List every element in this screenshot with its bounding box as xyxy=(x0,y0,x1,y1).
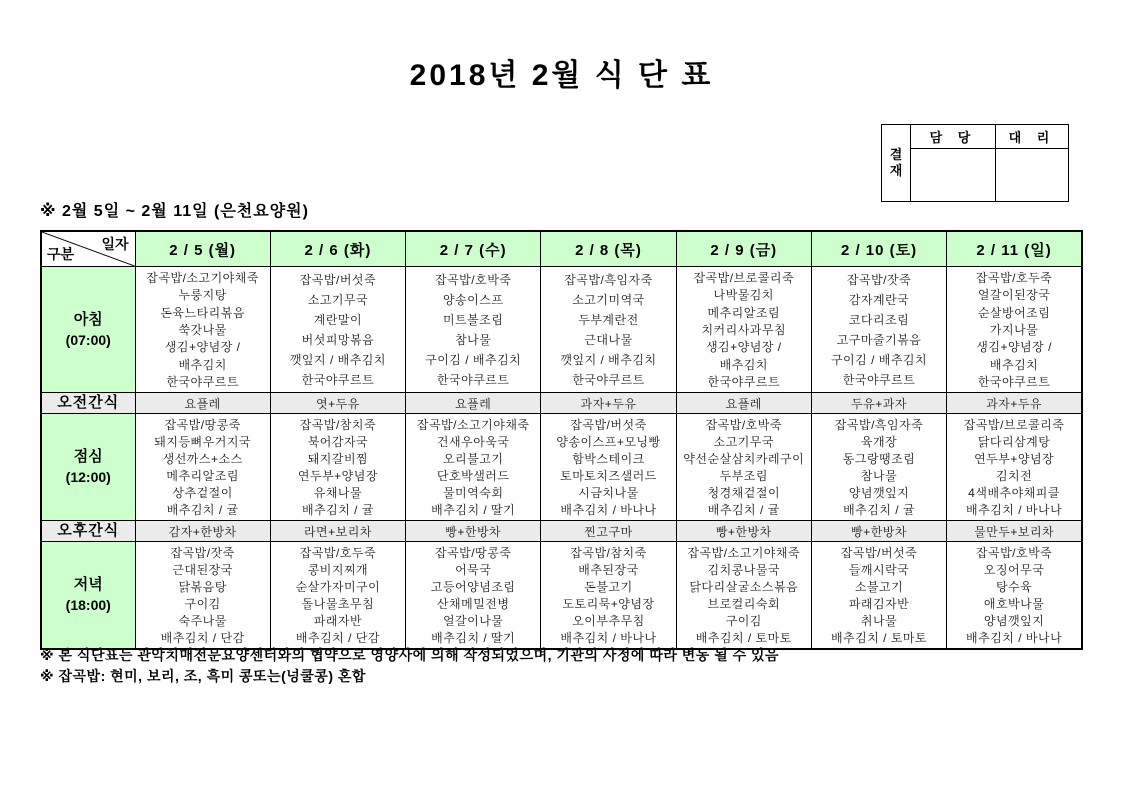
approval-stamp-line2: 재 xyxy=(889,163,903,178)
corner-label-date: 일자 xyxy=(101,236,129,252)
menu-item: 고구마줄기볶음 xyxy=(836,333,922,348)
menu-cell-r2-d6 xyxy=(947,414,1082,521)
menu-item: 오리불고기 xyxy=(442,452,504,466)
menu-item: 생선까스+소스 xyxy=(162,452,243,466)
menu-item: 오징어무국 xyxy=(983,563,1045,577)
menu-item: 계란말이 xyxy=(313,312,363,327)
menu-item: 잡곡밥/소고기야채죽 xyxy=(687,546,801,560)
menu-item: 배추김치 / 바나나 xyxy=(560,631,657,645)
menu-item: 배추김치 / 단감 xyxy=(160,631,245,645)
menu-cell-r4-d5 xyxy=(811,542,946,650)
menu-item: 깻잎지 / 배추김치 xyxy=(560,353,657,368)
menu-item: 미트볼조림 xyxy=(442,312,504,327)
menu-item: 잡곡밥/흑임자죽 xyxy=(834,418,924,432)
day-header-5: 2 / 10 (토) xyxy=(811,231,946,267)
week-range-subtitle: ※ 2월 5일 ~ 2월 11일 (은천요양원) xyxy=(40,203,309,220)
menu-row-오후간식 xyxy=(41,521,1082,542)
menu-cell-r2-d2 xyxy=(406,414,541,521)
menu-item: 치커리사과무침 xyxy=(701,322,787,337)
menu-item: 4색배추야채피클 xyxy=(968,486,1060,500)
footer-note-2: ※ 잡곡밥: 현미, 보리, 조, 흑미 콩또는(넝쿨콩) 혼합 xyxy=(40,668,366,684)
menu-row-아침 xyxy=(41,267,1082,393)
menu-item: 청경채겉절이 xyxy=(707,486,781,500)
menu-item: 배추김치 xyxy=(989,357,1039,372)
menu-item: 소고기미역국 xyxy=(572,292,645,307)
menu-item: 배추김치 / 토마토 xyxy=(830,631,928,645)
menu-item: 물미역숙회 xyxy=(442,486,504,500)
day-header-2: 2 / 7 (수) xyxy=(406,231,541,267)
menu-item: 콩비지찌개 xyxy=(307,563,369,577)
menu-cell-r0-d2 xyxy=(406,267,541,393)
menu-item: 나박물김치 xyxy=(713,288,774,303)
menu-cell-r4-d2 xyxy=(406,542,541,650)
menu-item: 한국야쿠르트 xyxy=(707,374,781,389)
menu-cell-r2-d5 xyxy=(811,414,946,521)
menu-item: 감자계란국 xyxy=(848,292,910,307)
menu-item: 생김+양념장 / xyxy=(976,340,1052,355)
menu-item: 돌나물초무침 xyxy=(301,597,375,611)
menu-cell-r1-d2: 요플레 xyxy=(406,393,541,414)
menu-item: 잡곡밥/버섯죽 xyxy=(840,546,918,560)
menu-item: 소불고기 xyxy=(854,580,904,594)
day-header-6: 2 / 11 (일) xyxy=(947,231,1082,267)
menu-item: 양념깻잎지 xyxy=(983,614,1045,628)
menu-item: 한국야쿠르트 xyxy=(977,374,1051,389)
menu-item: 파래자반 xyxy=(313,614,363,628)
approval-box xyxy=(881,124,1069,202)
menu-cell-r3-d1: 라면+보리차 xyxy=(270,521,405,542)
menu-item: 닭다리살굴소스볶음 xyxy=(689,580,799,594)
menu-item: 파래김자반 xyxy=(848,597,910,611)
menu-item: 들깨시락국 xyxy=(848,563,910,577)
menu-item: 배추김치 xyxy=(719,357,768,372)
menu-item: 건새우아욱국 xyxy=(436,435,510,449)
menu-cell-r3-d3: 찐고구마 xyxy=(541,521,676,542)
menu-item: 생김+양념장 / xyxy=(705,340,782,355)
menu-item: 상추겉절이 xyxy=(172,486,233,500)
menu-item: 잡곡밥/호박죽 xyxy=(975,546,1053,560)
menu-row-점심 xyxy=(41,414,1082,521)
menu-cell-r4-d6 xyxy=(947,542,1082,650)
menu-item: 돈불고기 xyxy=(584,580,633,594)
menu-table xyxy=(40,230,1083,650)
menu-item: 참나물 xyxy=(455,333,492,348)
menu-item: 순살방어조림 xyxy=(977,305,1051,320)
menu-item: 토마토치즈샐러드 xyxy=(560,469,657,483)
menu-item: 배추김치 / 바나나 xyxy=(966,503,1063,517)
menu-item: 메추리알조림 xyxy=(707,305,781,320)
day-header-0: 2 / 5 (월) xyxy=(135,231,270,267)
menu-item: 코다리조림 xyxy=(848,312,910,327)
approval-signature-cell-daeri xyxy=(996,149,1069,202)
menu-item: 잡곡밥/버섯죽 xyxy=(299,272,377,287)
menu-item: 배추김치 / 귤 xyxy=(707,503,780,517)
menu-item: 한국야쿠르트 xyxy=(436,373,510,388)
menu-item: 잡곡밥/브로콜리죽 xyxy=(693,271,795,286)
menu-item: 시금치나물 xyxy=(578,486,639,500)
menu-cell-r2-d1 xyxy=(270,414,405,521)
row-label-저녁: 저녁 (18:00) xyxy=(41,542,135,650)
menu-item: 돼지갈비찜 xyxy=(307,452,369,466)
menu-item: 배추김치 / 단감 xyxy=(295,631,380,645)
menu-item: 잡곡밥/땅콩죽 xyxy=(435,546,512,560)
menu-item: 한국야쿠르트 xyxy=(842,373,916,388)
row-label-아침: 아침 (07:00) xyxy=(41,267,135,393)
menu-cell-r1-d4: 요플레 xyxy=(676,393,811,414)
menu-item: 탕수육 xyxy=(995,580,1033,594)
menu-item: 배추김치 / 딸기 xyxy=(431,503,516,517)
menu-item: 가지나물 xyxy=(989,322,1039,337)
menu-item: 누룽지탕 xyxy=(178,288,227,303)
approval-col-daeri: 대 리 xyxy=(996,125,1069,149)
menu-cell-r3-d0: 감자+한방차 xyxy=(135,521,270,542)
approval-col-damdang: 담 당 xyxy=(911,125,996,149)
approval-stamp-line1: 결 xyxy=(889,147,903,162)
menu-item: 취나물 xyxy=(860,614,898,628)
menu-item: 순살가자미구이 xyxy=(295,580,381,594)
menu-item: 구이김 xyxy=(184,597,221,611)
menu-cell-r4-d3 xyxy=(541,542,676,650)
menu-row-오전간식 xyxy=(41,393,1082,414)
approval-signature-cell-damdang xyxy=(911,149,996,202)
menu-item: 깻잎지 / 배추김치 xyxy=(289,353,386,368)
menu-item: 산채메밀전병 xyxy=(436,597,510,611)
menu-item: 배추김치 / 바나나 xyxy=(966,631,1063,645)
menu-cell-r0-d4 xyxy=(676,267,811,393)
day-header-4: 2 / 9 (금) xyxy=(676,231,811,267)
menu-cell-r2-d0 xyxy=(135,414,270,521)
menu-item: 도토리묵+양념장 xyxy=(562,597,655,611)
menu-item: 브로컬리숙회 xyxy=(707,597,781,611)
menu-item: 닭다리삼계탕 xyxy=(977,435,1051,449)
menu-cell-r4-d0 xyxy=(135,542,270,650)
menu-cell-r0-d0 xyxy=(135,267,270,393)
menu-cell-r1-d5: 두유+과자 xyxy=(811,393,946,414)
menu-item: 잡곡밥/버섯죽 xyxy=(570,418,647,432)
day-header-3: 2 / 8 (목) xyxy=(541,231,676,267)
menu-item: 배추김치 xyxy=(178,357,227,372)
menu-cell-r4-d1 xyxy=(270,542,405,650)
menu-item: 두부조림 xyxy=(719,469,768,483)
menu-item: 양념깻잎지 xyxy=(848,486,910,500)
menu-item: 참나물 xyxy=(860,469,898,483)
menu-item: 연두부+양념장 xyxy=(297,469,378,483)
menu-item: 약선순살삼치카레구이 xyxy=(683,452,805,466)
footer-note-1: ※ 본 식단표는 관악치매전문요양센터와의 협약으로 영양사에 의해 작성되었으며, 기관의 사정에 따라 변동 될 수 있음 xyxy=(40,647,780,663)
menu-cell-r2-d4 xyxy=(676,414,811,521)
footer-notes xyxy=(40,645,1090,687)
menu-item: 연두부+양념장 xyxy=(974,452,1055,466)
menu-item: 배추김치 / 귤 xyxy=(301,503,374,517)
menu-cell-r3-d2: 빵+한방차 xyxy=(406,521,541,542)
menu-cell-r1-d3: 과자+두유 xyxy=(541,393,676,414)
corner-label-category: 구분 xyxy=(47,246,75,262)
menu-item: 잡곡밥/호두죽 xyxy=(299,546,377,560)
approval-stamp-label xyxy=(882,125,911,202)
menu-item: 단호박샐러드 xyxy=(436,469,510,483)
menu-item: 김치콩나물국 xyxy=(707,563,781,577)
menu-item: 잡곡밥/잣죽 xyxy=(170,546,235,560)
menu-cell-r0-d3 xyxy=(541,267,676,393)
menu-cell-r0-d1 xyxy=(270,267,405,393)
menu-item: 잡곡밥/소고기야채죽 xyxy=(416,418,530,432)
menu-item: 근대나물 xyxy=(584,333,633,348)
menu-row-저녁 xyxy=(41,542,1082,650)
menu-item: 잡곡밥/소고기야채죽 xyxy=(146,271,259,286)
menu-item: 잡곡밥/참치죽 xyxy=(299,418,377,432)
day-header-row xyxy=(41,231,1082,267)
menu-cell-r0-d5 xyxy=(811,267,946,393)
menu-item: 유채나물 xyxy=(313,486,363,500)
menu-item: 한국야쿠르트 xyxy=(301,373,375,388)
menu-cell-r0-d6 xyxy=(947,267,1082,393)
menu-item: 쑥갓나물 xyxy=(178,322,227,337)
menu-item: 얼갈이나물 xyxy=(442,614,504,628)
menu-item: 돼지등뼈우거지국 xyxy=(154,435,252,449)
menu-item: 잡곡밥/호박죽 xyxy=(705,418,782,432)
menu-item: 배추김치 / 토마토 xyxy=(695,631,792,645)
menu-cell-r1-d0: 요플레 xyxy=(135,393,270,414)
menu-item: 숙주나물 xyxy=(178,614,227,628)
menu-item: 잡곡밥/흑임자죽 xyxy=(564,272,653,287)
menu-cell-r2-d3 xyxy=(541,414,676,521)
page-title: 2018년 2월 식 단 표 xyxy=(409,59,714,92)
menu-item: 배추김치 / 딸기 xyxy=(431,631,516,645)
menu-item: 양송이스프+모닝빵 xyxy=(556,435,661,449)
menu-item: 한국야쿠르트 xyxy=(572,373,645,388)
menu-item: 어묵국 xyxy=(455,563,492,577)
menu-item: 메추리알조림 xyxy=(166,469,239,483)
menu-item: 잡곡밥/참치죽 xyxy=(570,546,647,560)
menu-item: 배추김치 / 귤 xyxy=(843,503,916,517)
menu-item: 동그랑땡조림 xyxy=(842,452,916,466)
menu-item: 돈육느타리볶음 xyxy=(160,305,245,320)
menu-item: 잡곡밥/호두죽 xyxy=(975,271,1053,286)
menu-item: 고등어양념조림 xyxy=(430,580,516,594)
menu-item: 잡곡밥/브로콜리죽 xyxy=(963,418,1065,432)
menu-item: 구이김 / 배추김치 xyxy=(425,353,522,368)
menu-item: 근대된장국 xyxy=(172,563,233,577)
menu-item: 김치전 xyxy=(995,469,1033,483)
menu-item: 잡곡밥/땅콩죽 xyxy=(164,418,241,432)
menu-item: 함박스테이크 xyxy=(572,452,645,466)
menu-item: 애호박나물 xyxy=(983,597,1045,611)
menu-item: 육개장 xyxy=(860,435,898,449)
menu-item: 한국야쿠르트 xyxy=(166,374,239,389)
menu-cell-r3-d5: 빵+한방차 xyxy=(811,521,946,542)
row-label-점심: 점심 (12:00) xyxy=(41,414,135,521)
row-label-오전간식: 오전간식 xyxy=(41,393,135,414)
menu-item: 잡곡밥/잣죽 xyxy=(846,272,912,287)
menu-item: 오이부추무침 xyxy=(572,614,645,628)
row-label-오후간식: 오후간식 xyxy=(41,521,135,542)
corner-cell xyxy=(41,231,135,267)
menu-item: 두부계란전 xyxy=(578,312,639,327)
menu-item: 생김+양념장 / xyxy=(164,340,241,355)
menu-item: 배추김치 / 귤 xyxy=(166,503,239,517)
menu-item: 잡곡밥/호박죽 xyxy=(435,272,512,287)
menu-item: 소고기무국 xyxy=(307,292,369,307)
menu-cell-r4-d4 xyxy=(676,542,811,650)
menu-item: 양송이스프 xyxy=(442,292,504,307)
menu-item: 버섯피망볶음 xyxy=(301,333,375,348)
menu-item: 배추된장국 xyxy=(578,563,639,577)
menu-item: 소고기무국 xyxy=(713,435,774,449)
menu-cell-r3-d4: 빵+한방차 xyxy=(676,521,811,542)
menu-item: 얼갈이된장국 xyxy=(977,288,1051,303)
menu-cell-r1-d1: 엿+두유 xyxy=(270,393,405,414)
day-header-1: 2 / 6 (화) xyxy=(270,231,405,267)
menu-item: 북어감자국 xyxy=(307,435,369,449)
menu-cell-r1-d6: 과자+두유 xyxy=(947,393,1082,414)
menu-item: 닭볶음탕 xyxy=(178,580,227,594)
menu-item: 배추김치 / 바나나 xyxy=(560,503,657,517)
menu-cell-r3-d6: 물만두+보리차 xyxy=(947,521,1082,542)
menu-item: 구이김 xyxy=(725,614,762,628)
menu-item: 구이김 / 배추김치 xyxy=(830,353,928,368)
